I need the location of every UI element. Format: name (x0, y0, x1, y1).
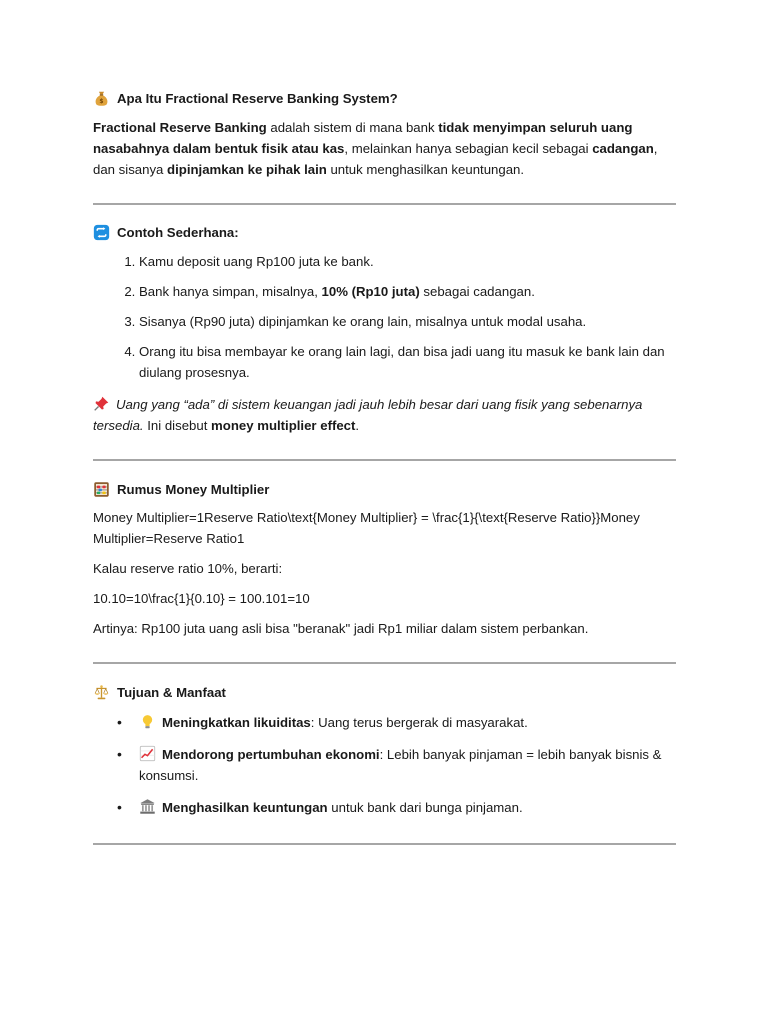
list-item (139, 251, 676, 272)
list-item (139, 311, 676, 332)
section-title: Rumus Money Multiplier (117, 481, 270, 497)
section-heading-tujuan (93, 680, 676, 704)
step-bold-text: 10% (Rp10 juta) (321, 284, 420, 299)
benefit-description: untuk bank dari bunga pinjaman. (327, 800, 523, 815)
example-steps-list (93, 251, 676, 383)
note-end: . (355, 418, 360, 433)
section-title: Contoh Sederhana: (117, 224, 239, 240)
list-item (139, 281, 676, 302)
intro-text: untuk menghasilkan keuntungan. (326, 162, 525, 177)
formula-intro-text: Kalau reserve ratio 10%, berarti: (93, 561, 283, 576)
list-item (139, 744, 676, 786)
intro-bold-term: tidak menyimpan seluruh uang nasabahnya dalam bentuk fisik atau kas (93, 120, 633, 156)
benefit-description: : Lebih banyak pinjaman = lebih banyak bisnis & konsumsi. (139, 747, 662, 783)
intro-bold-term: dipinjamkan ke pihak lain (167, 162, 327, 177)
section-title: Tujuan & Manfaat (117, 684, 226, 700)
list-item (139, 797, 676, 818)
repeat-icon (93, 224, 110, 241)
abacus-icon (93, 481, 110, 498)
formula-example-text: 10.10=10\frac{1}{0.10} = 100.101=10 (93, 591, 310, 606)
step-text: sebagai cadangan. (419, 284, 535, 299)
section-heading-rumus (93, 477, 676, 501)
document-content (93, 86, 676, 845)
intro-paragraph (93, 117, 676, 180)
note-italic-text: Uang yang “ada” di sistem keuangan jadi jauh lebih besar dari uang fisik yang sebenarnya tersedia. (93, 397, 643, 433)
step-text: Bank hanya simpan, misalnya, (139, 284, 322, 299)
money-bag-icon (93, 90, 110, 107)
section-heading-contoh (93, 220, 676, 244)
list-item (139, 341, 676, 383)
intro-text: , dan sisanya (93, 141, 658, 177)
list-item (139, 712, 676, 733)
intro-text: adalah sistem di mana bank (266, 120, 439, 135)
benefit-term: Menghasilkan keuntungan (162, 800, 328, 815)
step-text: Sisanya (Rp90 juta) dipinjamkan ke orang lain, misalnya untuk modal usaha. (139, 314, 587, 329)
intro-bold-term: Fractional Reserve Banking (93, 120, 267, 135)
balance-scale-icon (93, 684, 110, 701)
benefit-term: Meningkatkan likuiditas (162, 715, 311, 730)
intro-bold-term: cadangan (592, 141, 654, 156)
formula-meaning-text: Artinya: Rp100 juta uang asli bisa "beranak" jadi Rp1 miliar dalam sistem perbankan. (93, 621, 589, 636)
note-paragraph (93, 394, 676, 436)
section-heading-fractional-reserve (93, 86, 676, 110)
formula-text: Money Multiplier=1Reserve Ratio\text{Money Multiplier} = \frac{1}{\text{Reserve Ratio}}Money Multiplier=Reserve Ratio1 (93, 510, 640, 546)
chart-increasing-icon (139, 745, 156, 762)
svg-text:$: $ (99, 97, 104, 105)
benefits-list (93, 712, 676, 818)
section-title: Apa Itu Fractional Reserve Banking System? (117, 90, 398, 106)
note-text: Ini disebut (143, 418, 212, 433)
benefit-term: Mendorong pertumbuhan ekonomi (162, 747, 380, 762)
note-bold-term: money multiplier effect (211, 418, 356, 433)
bank-icon (139, 798, 156, 815)
horizontal-divider (93, 843, 676, 845)
pushpin-icon (93, 395, 110, 412)
intro-text: , melainkan hanya sebagian kecil sebagai (344, 141, 593, 156)
benefit-description: : Uang terus bergerak di masyarakat. (310, 715, 528, 730)
step-text: Kamu deposit uang Rp100 juta ke bank. (139, 254, 374, 269)
light-bulb-icon (139, 713, 156, 730)
step-text: Orang itu bisa membayar ke orang lain lagi, dan bisa jadi uang itu masuk ke bank lain dan diulang prosesnya. (139, 344, 665, 380)
